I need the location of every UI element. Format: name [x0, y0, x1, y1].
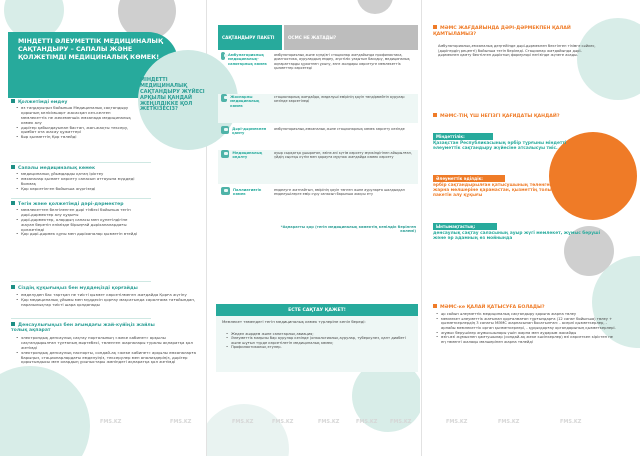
- decor-circle-grey: [357, 0, 393, 14]
- principle-label-3: Ынтымақтастық:: [433, 223, 497, 230]
- right-text-1: Амбулаториялық-емханалық деңгейінде дәрі-дәрмекпен бектілген тізімге сәйкес, (дәрігердің рецепті) бойынша тегін беріледі. Стационар жағдайында дәрі-дәрмекпен қамту бектілген дәріхтың формулярі негізінде жүзеге асады.: [438, 44, 596, 58]
- list-item: • өзін-өзі жұмыспен қамтушылар (сондай-ақ жеке кәсіпкерлер) өзі көрсеткен кірістен не ең төменгі жалақы мөлшерінен жарна төлейді: [436, 335, 616, 344]
- list-item: • емханалар қызмет көрсету сапасын аттауына мүддеді болмақ: [16, 177, 146, 187]
- pill-icon: [221, 126, 229, 134]
- list-item: • өз таңдауыңыз бойынша Медициналық сақтандыру қорының келісімшарт жасасқан кез-келген мемлекеттік не жекеменшік емханада медициналық көмек алу: [16, 106, 136, 126]
- row-text: амбулаториялық-емханалық және стационарлық көмек көрсету кезінде: [274, 127, 405, 131]
- section-title-1: Қолжетімді емдеу: [11, 99, 196, 105]
- stethoscope-icon: [221, 52, 225, 60]
- list-item: • электрондық денсаулық сақтау порталының «жеке кабинет» арқылы сақтандырылған тұлғаның мәртебесі, төленген жарналары туралы ақпаратқа қол жетімді: [16, 336, 200, 351]
- table-row: Амбулаториялық медициналық-санитарлық көмек амбулаториялық және күндізгі стационар жағдайында профилактика, диагностика, аурулардың емдеу, жүктілік уақытын басқару, медициналық ақпараттарды құжатпен ұсыну, өзге жолдары көрсетуге мемлекеттік қызметтер көрсетеді: [218, 52, 418, 81]
- hospital-icon: [221, 94, 227, 102]
- watermark: FMS.KZ: [356, 419, 378, 425]
- list-item: • дәрі-дәрмектер, олардың сапасы мен құнетілдігіне жауап беретін елімізде бірыңғай дәріханалардағы қолжетімді: [16, 218, 141, 233]
- watermark: FMS.KZ: [318, 419, 340, 425]
- section-list-3: [16, 208, 141, 237]
- table-row: Дәрі-дәрмекпен қамту амбулаториялық-емханалық және стационарлық көмек көрсету кезінде: [218, 126, 418, 155]
- row-text: емделуге жатпайтын, өмірінің қауіп төнген және ауруларға шалдыққан емделушілерге емір сүру сапасын барынша жақсы ету: [274, 188, 405, 197]
- list-item: • мемлекет әлеуметтік жағынан қорғалмаған тұрғындарға (12 санат бойынша) төлеу + қызметкерлердің 3 санаты МӘМС жарнасынан босатылған: - асерлі қызметкерлер, - арнайы мемлекеттік орган қызметкерлері, - құқыққорғау органдарының қызметкерлері.: [436, 317, 616, 331]
- divider: [11, 281, 151, 282]
- row-text: ауыр сырқатқа ұшыраған, өзіне-өзі күтім көрсету мүмкіндігінен айырылған, үйдің сыртқы күтім мен қарауға мұқтаж жағдайда көмек көрсету: [274, 151, 412, 160]
- divider: [11, 318, 151, 319]
- section-title-2: Сапалы медициналық көмек: [11, 165, 196, 171]
- list-item: • электрондық денсаулық паспорты, сондай-ақ «жеке кабинет» арқылы емханаларға барыңыз, стационарлардағы емделуіңіз, тексерулер мен анализдеріңіз, дәрігер қорытындысы мен олардың ұсыныстары жөніндегі ақпаратқа қол жетімді: [16, 351, 200, 366]
- table-row: Медициналық оңалту ауыр сырқатқа ұшыраған, өзіне-өзі күтім көрсету мүмкіндігінен айырылған, үйдің сыртқы күтім мен қарауға мұқтаж жағдайда көмек көрсету: [218, 150, 418, 184]
- list-item: • әр сайын әлеуметтік медициналық сақтандыру қорына жарна төлеу: [436, 312, 616, 317]
- decor-circle-light: [207, 404, 289, 456]
- watermark: FMS.KZ: [272, 419, 294, 425]
- section-title-3: Тегін және қолжетімді дәрі-дәрмектер: [11, 201, 196, 207]
- list-item: • мемлекеттен белгіленген дәрі тізбесі бойынша тегін дәрі-дәрмектер алу құқығы: [16, 208, 141, 218]
- divider: [11, 198, 151, 199]
- divider: [11, 162, 151, 163]
- table-header-content: ОСМС НЕ ЖАТАДЫ?: [284, 25, 418, 50]
- watermark: FMS.KZ: [560, 419, 582, 425]
- question-text: МІНДЕТТІ МЕДИЦИНАЛЫҚ САҚТАНДЫРУ ЖҮЙЕСІ АРҚЫЛЫ ҚАНДАЙ ЖЕҢІЛДІККЕ ҚОЛ ЖЕТКІЗЕСІЗ?: [140, 77, 205, 113]
- watermark: FMS.KZ: [390, 419, 412, 425]
- section-title-5: Денсаулығыңыз бен ағымдағы жай-күйіңіз жайлы толық ақпарат: [11, 322, 155, 334]
- watermark: FMS.KZ: [498, 419, 520, 425]
- participation-list: [436, 312, 616, 344]
- list-item: • Профилактикалық егулер.: [226, 345, 406, 349]
- right-question-2: МӘМС-ТІҢ ҮШ НЕГІЗГІ ҚАҒИДАТЫ ҚАНДАЙ?: [433, 113, 593, 120]
- list-item: • медициналық ұйымдарды қатаң іріктеу: [16, 172, 146, 177]
- list-item: • Қор медициналық ұйымы мен мүддесін қорғау мақсатында саралтама тағайындап, наразылықтар тиісті шара қолданады: [16, 298, 200, 308]
- list-item: • жұмыс берушілер жұмысшылары үшін жарна мен аударым жасайды: [436, 331, 616, 336]
- list-item: • бәр қызметтің Қор төлейді: [16, 135, 136, 140]
- principle-text-2: әрбір сақтандырылған қатысушының төленген жарна мөлшеріне қарамастан, қызметтің толық пакетін алу құқығы: [433, 183, 555, 199]
- row-text: амбулаториялық және күндізгі стационар жағдайында профилактика, диагностика, аурулардың емдеу, жүктілік уақытын басқару, медициналық ақпараттарды құжатпен ұсыну, өзге жолдары көрсетуге мемлекеттік қызметтер көрсетеді: [274, 53, 410, 70]
- section-list-5: [16, 336, 200, 365]
- rehab-icon: [221, 150, 229, 158]
- list-item: • емделуден бас тартқан не тиісті қызмет көрсетілмеген жағдайда Қорға жүгіну: [16, 293, 200, 298]
- watermark: FMS.KZ: [100, 419, 122, 425]
- banner-text: МІНДЕТТІ ӘЛЕУМЕТТІК МЕДИЦИНАЛЫҚ САҚТАНДЫРУ – САПАЛЫ ЖӘНЕ ҚОЛЖЕТІМДІ МЕДИЦИНАЛЫҚ КӨМЕК!: [18, 38, 163, 62]
- section-list-2: [16, 172, 146, 192]
- list-item: • Қор көрсетілген бойынша жүргізеді: [16, 187, 146, 192]
- principle-text-3: денсаулық сақтау саласының ауыр жүгі мемлекет, жұмыс беруші және әр адамның өз мойнында: [433, 231, 601, 242]
- principle-text-1: Қазақстан Республикасының әрбір тұрғыны міндетті әлеуметтік сақтандыру жүйесіне атсалысуы тиіс.: [433, 141, 567, 152]
- row-text: стационарлық жағдайда, емделуші емірінің қауіп төндірмейтін аурулар кезінде көрсетіледі: [274, 95, 405, 104]
- bed-icon: [221, 187, 230, 195]
- table-row: Паллиативтік көмек емделуге жатпайтын, өмірінің қауіп төнген және ауруларға шалдыққан емделушілерге емір сүру сапасын барынша жақсы ету: [218, 187, 418, 217]
- section-list-1: [16, 106, 136, 140]
- list-item: • Әлеуметтік маңызы бар аурулар кезінде (онкологиялық аурулар, туберкулез, қант диабеті және шұғыл түрде көрсетілетін медициналық көмек;: [226, 336, 406, 345]
- right-question-1: МӘМС ЖАҒДАЙЫНДА ДӘРІ-ДӘРМЕКПЕН ҚАЛАЙ ҚАМТЫЛАМЫЗ?: [433, 25, 571, 37]
- watermark: FMS.KZ: [170, 419, 192, 425]
- table-footnote: *Ақпаратты қор (тегін медициналық көмектің кепілдік берілген көлемі): [280, 225, 416, 234]
- decor-circle-big-teal: [0, 366, 90, 456]
- principle-label-2: Әлеуметтік әділдік:: [433, 175, 505, 182]
- watermark: FMS.KZ: [446, 419, 468, 425]
- section-title-4: Сіздің құқығыңыз бен мүддеңізді қорғайды: [11, 285, 196, 291]
- principle-label-1: Міндеттілік:: [433, 133, 493, 140]
- remember-intro: Мемлекет төмендегі тегін медициналық көмек түрлеріне кепіл береді:: [222, 319, 366, 324]
- list-item: • Жедел жәрдем және санитарлық авиация;: [226, 332, 406, 336]
- table-header-package: САҚТАНДЫРУ ПАКЕТІ: [218, 25, 282, 50]
- remember-list: [226, 332, 406, 350]
- list-item: • Қор дәрі-дәрмек құны мен дәріханалар қызметін өтейді: [16, 232, 141, 237]
- watermark: FMS.KZ: [232, 419, 254, 425]
- remember-header: ЕСТЕ САҚТАУ ҚАЖЕТ!: [216, 304, 418, 316]
- table-row: Жоспарлы медициналық көмек стационарлық жағдайда, емделуші емірінің қауіп төндірмейтін аурулар кезінде көрсетіледі: [218, 94, 418, 123]
- list-item: • дәрігер қабылдауынан бастап, жан-жақты тексеру, қымбат ота жасау құжаттері: [16, 126, 136, 136]
- right-question-3: МӘМС-ке ҚАЛАЙ ҚАТЫСУҒА БОЛАДЫ?: [433, 304, 593, 311]
- section-list-4: [16, 293, 200, 308]
